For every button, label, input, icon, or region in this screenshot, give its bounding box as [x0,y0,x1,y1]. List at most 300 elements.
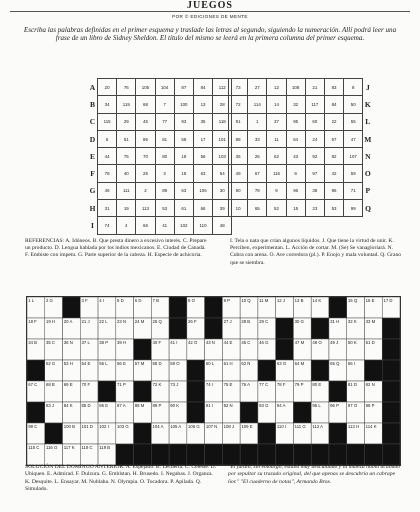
crossword-black-cell [27,402,45,423]
crossword-cell-label: 77 C [259,382,269,388]
crossword-cell-label: 21 J [81,319,90,325]
key-cell[interactable]: 18 [174,148,193,165]
crossword-cell-label: 6 D [134,298,142,304]
crossword-cell-label: 102 I [99,424,109,430]
key-row [229,200,373,217]
crossword-cell-label: 7 B [152,298,159,304]
key-row [88,148,232,165]
crossword-cell-label: 80 E [312,382,322,388]
key-cell[interactable]: 81 [155,130,174,147]
key-cell[interactable]: 92 [305,148,324,165]
crossword-cell-label: 28 B [241,319,251,325]
key-cell[interactable]: 5 [98,130,117,147]
key-row-letter: E [89,151,95,161]
key-table [228,78,373,217]
key-row [229,96,373,113]
key-cell[interactable]: 97 [305,165,324,182]
crossword-black-cell [347,444,365,465]
crossword-black-cell [45,423,63,444]
crossword-cell-label: 91 I [205,403,213,409]
key-cell[interactable]: 52 [267,200,286,217]
crossword-cell-label: 71 P [117,382,126,388]
crossword-black-cell [364,360,382,381]
crossword-black-cell [169,297,187,318]
crossword-black-cell [382,339,400,360]
crossword-black-cell [240,444,258,465]
key-cell[interactable]: 100 [174,96,193,113]
crossword-cell-label: 100 B [63,424,75,430]
crossword-cell-label: 41 I [170,340,178,346]
key-cell[interactable]: 117 [305,96,324,113]
key-cell[interactable]: 59 [344,165,363,182]
key-cell[interactable]: 20 [98,79,117,96]
crossword-cell-label: 63 G [276,361,287,367]
crossword-cell-label: 44 E [223,340,233,346]
crossword-cell-label: 10 Q [241,298,251,304]
crossword-grid [26,296,401,466]
key-cell[interactable]: 28 [213,96,232,113]
crossword-cell-label: 111 G [294,424,306,430]
key-cell[interactable]: 83 [324,79,343,96]
key-cell[interactable]: 62 [267,148,286,165]
crossword-cell-label: 92 N [223,403,233,409]
crossword-svg [27,297,400,465]
crossword-cell-label: 103 G [117,424,129,430]
crossword-cell-label: 68 B [45,382,55,388]
crossword-cell-label: 67 C [28,382,38,388]
key-cell[interactable]: 113 [136,200,155,217]
key-cell[interactable]: 67 [248,165,267,182]
key-cell[interactable]: 40 [117,165,136,182]
key-cell[interactable]: 50 [344,96,363,113]
key-cell[interactable]: 41 [155,217,174,234]
crossword-black-cell [205,318,223,339]
key-row-letter: L [365,117,371,127]
crossword-cell-label: 97 O [347,403,358,409]
crossword-cell-label: 83 J [45,403,55,409]
previous-solution: SOLUCIÓN DEL DOMINGO ANTERIOR: A. Espejado. B. Lechería. C. Celeste. D. Ubiquen. E. Admirad. F. Dulzura. G. Emblstan. H. Brusedo. I. Negabas. J. Organza. K. Desquite. L. Ensayar. M. Nublaba. N. Olympia. O. Tocadora. P. Apilada. Q. Simulado. [25,464,217,493]
key-cell[interactable]: 42 [324,165,343,182]
crossword-cell-label: 26 F [188,319,197,325]
crossword-cell-label: 113 H [347,424,360,430]
crossword-cell-label: 38 P [99,340,109,346]
key-row-letter: O [364,169,371,179]
key-row [229,148,373,165]
key-cell[interactable]: 87 [174,79,193,96]
key-cell[interactable]: 7 [155,96,174,113]
crossword-cell-label: 55 L [99,361,108,367]
crossword-cell-label: 76 A [241,382,250,388]
crossword-cell-label: 74 I [205,382,213,388]
key-row [88,96,232,113]
crossword-black-cell [329,381,347,402]
crossword-black-cell [151,444,169,465]
crossword-cell-label: 49 J [330,340,339,346]
key-cell[interactable]: 61 [174,200,193,217]
crossword-cell-label: 105 A [170,424,182,430]
crossword-black-cell [187,381,205,402]
references-left: REFERENCIAS: A. Idóneos. B. Que presta dinero a excesivo interés. C. Prepare un producto. D. Lengua hablada por los indios mexicanos. E. Ciudad de Canadá. F. Embiste con ímpetu. G. Parte superior de la cabeza. H. Especie de achicoria. [25,238,207,259]
crossword-black-cell [222,444,240,465]
key-cell[interactable]: 95 [286,113,305,130]
crossword-cell-label: 5 D [117,298,124,304]
key-cell[interactable]: 39 [213,200,232,217]
crossword-cell-label: 15 Q [347,298,358,304]
crossword-cell-label: 52 G [45,361,56,367]
crossword-cell-label: 50 K [347,340,357,346]
crossword-black-cell [382,423,400,444]
page-header [0,0,420,22]
crossword-cell-label: 17 D [383,298,393,304]
key-cell[interactable]: 91 [229,113,248,130]
key-cell[interactable]: 108 [286,79,305,96]
key-cell[interactable]: 70 [136,148,155,165]
crossword-black-cell [311,318,329,339]
crossword-cell-label: 39 H [117,340,127,346]
crossword-cell-label: 88 M [134,403,145,409]
crossword-cell-label: 86 E [99,403,109,409]
key-cell[interactable]: 119 [117,96,136,113]
key-cell[interactable]: 19 [117,200,136,217]
key-row-letter: P [365,186,371,196]
crossword-cell-label: 42 O [188,340,198,346]
key-cell[interactable]: 34 [98,96,117,113]
crossword-black-cell [134,339,152,360]
key-cell[interactable]: 9 [267,182,286,199]
crossword-cell-label: 119 B [99,445,111,451]
key-row [88,165,232,182]
key-table [88,78,232,235]
crossword-black-cell [205,297,223,318]
crossword-cell-label: 62 N [241,361,251,367]
key-row-letter: H [89,203,96,213]
crossword-cell-label: 106 G [188,424,200,430]
key-cell[interactable]: 88 [229,130,248,147]
crossword-cell-label: 116 O [45,445,58,451]
key-cell[interactable]: 22 [324,113,343,130]
key-cell[interactable]: 80 [155,148,174,165]
key-row [229,182,373,199]
key-row [88,182,232,199]
key-row-letter: J [365,82,370,92]
crossword-cell-label: 47 M [294,340,305,346]
crossword-black-cell [27,360,45,381]
crossword-cell-label: 8 O [188,298,195,304]
crossword-cell-label: 93 G [259,403,269,409]
key-cell[interactable]: 48 [213,217,232,234]
key-cell[interactable]: 27 [248,79,267,96]
key-row [229,113,373,130]
key-cell[interactable]: 66 [136,217,155,234]
key-row-letter: F [90,169,95,179]
key-cell[interactable]: 96 [286,182,305,199]
key-grid-left [88,78,232,235]
key-cell[interactable]: 17 [193,130,212,147]
key-cell[interactable]: 107 [344,148,363,165]
crossword-cell-label: 87 A [117,403,126,409]
crossword-cell-label: 53 H [63,361,73,367]
key-cell[interactable]: 21 [305,79,324,96]
key-cell[interactable]: 10 [229,200,248,217]
key-cell[interactable]: 57 [324,130,343,147]
crossword-black-cell [98,381,116,402]
key-cell[interactable]: 37 [267,113,286,130]
crossword-cell-label: 118 C [81,445,93,451]
crossword-cell-label: 29 C [259,319,269,325]
crossword-cell-label: 60 L [205,361,215,367]
crossword-black-cell [205,444,223,465]
crossword-cell-label: 95 L [312,403,321,409]
key-cell[interactable]: 15 [286,200,305,217]
key-cell[interactable]: 53 [324,200,343,217]
key-cell[interactable]: 55 [344,113,363,130]
key-cell[interactable]: 36 [229,148,248,165]
key-cell[interactable]: 25 [248,148,267,165]
key-cell[interactable]: 64 [286,130,305,147]
key-cell[interactable]: 114 [248,96,267,113]
key-cell[interactable]: 112 [213,79,232,96]
crossword-black-cell [382,381,400,402]
crossword-cell-label: 99 C [28,424,38,430]
key-cell[interactable]: 63 [193,165,212,182]
crossword-cell-label: 108 J [223,424,235,430]
crossword-cell-label: 107 N [205,424,218,430]
key-cell[interactable]: 29 [117,113,136,130]
key-cell[interactable]: 4 [117,217,136,234]
key-row [88,113,232,130]
key-cell[interactable]: 104 [155,79,174,96]
key-cell[interactable]: 30 [213,182,232,199]
key-cell[interactable]: 60 [305,113,324,130]
key-cell[interactable]: 78 [98,165,117,182]
crossword-black-cell [134,381,152,402]
key-cell[interactable]: 24 [305,130,324,147]
key-cell[interactable]: 66 [193,200,212,217]
key-row-letter: K [364,99,371,109]
crossword-cell-label: 4 I [99,298,105,304]
key-cell[interactable]: 58 [174,130,193,147]
key-row-letter: M [364,134,372,144]
crossword-cell-label: 73 J [170,382,179,388]
key-cell[interactable]: 13 [193,96,212,113]
crossword-black-cell [63,297,81,318]
key-cell[interactable]: 103 [213,148,232,165]
key-cell[interactable]: 43 [286,148,305,165]
key-cell[interactable]: 9 [286,165,305,182]
crossword-cell-label: 109 E [241,424,253,430]
crossword-cell-label: 18 F [28,319,37,325]
crossword-cell-label: 20 A [63,319,73,325]
crossword-cell-label: 46 G [259,340,269,346]
page-title: JUEGOS [186,0,233,11]
crossword-black-cell [134,423,152,444]
crossword-cell-label: 112 A [312,424,324,430]
key-cell[interactable]: 96 [324,182,343,199]
key-cell[interactable]: 105 [136,79,155,96]
key-cell[interactable]: 82 [324,148,343,165]
key-cell[interactable]: 86 [136,130,155,147]
key-cell[interactable]: 116 [267,165,286,182]
key-cell[interactable]: 65 [248,200,267,217]
crossword-black-cell [382,402,400,423]
key-row [88,79,232,96]
key-row [88,200,232,217]
crossword-cell-label: 117 K [63,445,75,451]
crossword-cell-label: 59 O [170,361,180,367]
crossword-black-cell [364,444,382,465]
crossword-black-cell [258,360,276,381]
key-cell[interactable]: 31 [98,200,117,217]
crossword-cell-label: 33 M [365,319,376,325]
crossword-cell-label: 84 K [63,403,73,409]
key-row-letter: G [89,186,96,196]
key-cell[interactable]: 77 [155,113,174,130]
key-row-letter: A [89,82,96,92]
key-cell[interactable]: 8 [344,79,363,96]
crossword-cell-label: 81 D [347,382,357,388]
crossword-cell-label: 3 F [81,298,88,304]
key-cell[interactable]: 74 [98,217,117,234]
key-cell[interactable]: 63 [174,182,193,199]
crossword-black-cell [311,444,329,465]
crossword-cell-label: 11 M [259,298,269,304]
key-row-letter: B [89,99,95,109]
key-row-letter: D [89,134,96,144]
key-row [229,130,373,147]
key-row-letter: I [91,221,94,231]
key-cell[interactable]: 23 [305,200,324,217]
key-cell[interactable]: 18 [174,165,193,182]
crossword-cell-label: 78 F [276,382,286,388]
crossword-cell-label: 48 O [312,340,322,346]
key-cell[interactable]: 26 [136,165,155,182]
key-cell[interactable]: 53 [155,200,174,217]
crossword-cell-label: 58 D [152,361,162,367]
crossword-cell-label: 110 I [276,424,287,430]
key-cell[interactable]: 56 [193,148,212,165]
key-cell[interactable]: 49 [229,165,248,182]
key-cell[interactable]: 12 [267,79,286,96]
key-row [88,130,232,147]
page-subtitle: POR © EDICIONES DE MENTE [172,14,248,19]
key-cell[interactable]: 3 [155,165,174,182]
crossword-black-cell [329,444,347,465]
key-cell[interactable]: 84 [324,96,343,113]
crossword-cell-label: 35 C [45,340,56,346]
crossword-cell-label: 69 E [63,382,73,388]
key-cell[interactable]: 89 [155,182,174,199]
crossword-cell-label: 65 Q [330,361,340,367]
key-cell[interactable]: 79 [248,182,267,199]
key-cell[interactable]: 118 [213,113,232,130]
crossword-cell-label: 64 M [294,361,305,367]
crossword-cell-label: 98 P [365,403,375,409]
key-cell[interactable]: 111 [117,182,136,199]
crossword-cell-label: 75 E [223,382,233,388]
crossword-black-cell [293,444,311,465]
key-cell[interactable]: 106 [193,182,212,199]
key-cell[interactable]: 75 [117,148,136,165]
key-cell[interactable]: 68 [136,96,155,113]
key-cell[interactable]: 101 [213,130,232,147]
crossword-cell-label: 82 N [365,382,375,388]
key-cell[interactable]: 76 [117,79,136,96]
key-cell[interactable]: 33 [248,130,267,147]
references-right: I. Tela o nata que crían algunos líquidos. J. Que tiene la virtud de unir. K. Perciben, experimentan. L. Acción de cortar. M. (Se) Se vanagloriará. N. Cubra con arena. O. Ave corredora (pl.). P. Enojo y mala voluntad. Q. Grano que se siembra. [230,238,402,266]
crossword-black-cell [187,360,205,381]
key-cell[interactable]: 46 [98,182,117,199]
crossword-cell-label: 51 D [365,340,375,346]
crossword-black-cell [169,318,187,339]
key-cell[interactable]: 73 [229,79,248,96]
crossword-black-cell [382,318,400,339]
crossword-cell-label: 61 H [223,361,233,367]
key-cell[interactable]: 32 [286,96,305,113]
key-cell[interactable]: 110 [193,217,212,234]
crossword-black-cell [258,423,276,444]
key-row-letter: Q [365,203,371,213]
crossword-cell-label: 56 E [117,361,126,367]
crossword-black-cell [382,444,400,465]
header-rule [10,11,410,12]
key-cell[interactable]: 45 [136,113,155,130]
key-cell[interactable]: 84 [193,79,212,96]
key-cell[interactable]: 14 [267,96,286,113]
key-cell[interactable]: 71 [344,182,363,199]
key-cell[interactable]: 47 [344,130,363,147]
crossword-cell-label: 45 C [241,340,251,346]
key-cell[interactable]: 72 [229,96,248,113]
instructions: Escriba las palabras definidas en el primer esquema y traslade las letras al segundo, siguiendo la numeración. Allí podrá leer una frase de un libro de Sidney Sheldon. El título del mismo se leerá en la primera columna del primer esquema. [23,26,397,43]
key-cell[interactable]: 93 [174,113,193,130]
key-cell[interactable]: 102 [174,217,193,234]
key-cell[interactable]: 1 [248,113,267,130]
key-cell[interactable]: 54 [213,165,232,182]
crossword-black-cell [382,360,400,381]
crossword-cell-label: 2 G [45,298,53,304]
key-cell[interactable]: 115 [98,113,117,130]
crossword-cell-label: 101 D [81,424,93,430]
crossword-cell-label: 31 H [330,319,340,325]
crossword-cell-label: 36 N [63,340,73,346]
crossword-cell-label: 115 C [28,445,40,451]
crossword-black-cell [329,297,347,318]
crossword-cell-label: 94 A [276,403,286,409]
crossword-cell-label: 40 F [152,340,162,346]
key-cell[interactable]: 44 [98,148,117,165]
key-cell[interactable]: 11 [267,130,286,147]
crossword-black-cell [240,402,258,423]
crossword-cell-label: 96 P [330,403,339,409]
key-cell[interactable]: 51 [117,130,136,147]
key-cell[interactable]: 38 [305,182,324,199]
crossword-cell-label: 57 M [134,361,145,367]
key-row [229,165,373,182]
crossword-black-cell [116,444,134,465]
crossword-cell-label: 23 N [117,319,127,325]
crossword-black-cell [293,402,311,423]
key-cell[interactable]: 99 [344,200,363,217]
crossword-cell-label: 16 E [365,298,375,304]
key-row-letter: N [365,151,371,161]
crossword-cell-label: 22 L [99,319,108,325]
key-cell[interactable]: 2 [136,182,155,199]
crossword-cell-label: 25 Q [152,319,162,325]
crossword-black-cell [258,444,276,465]
key-grid-right [228,78,373,217]
key-cell[interactable]: 90 [229,182,248,199]
key-cell[interactable]: 35 [193,113,212,130]
